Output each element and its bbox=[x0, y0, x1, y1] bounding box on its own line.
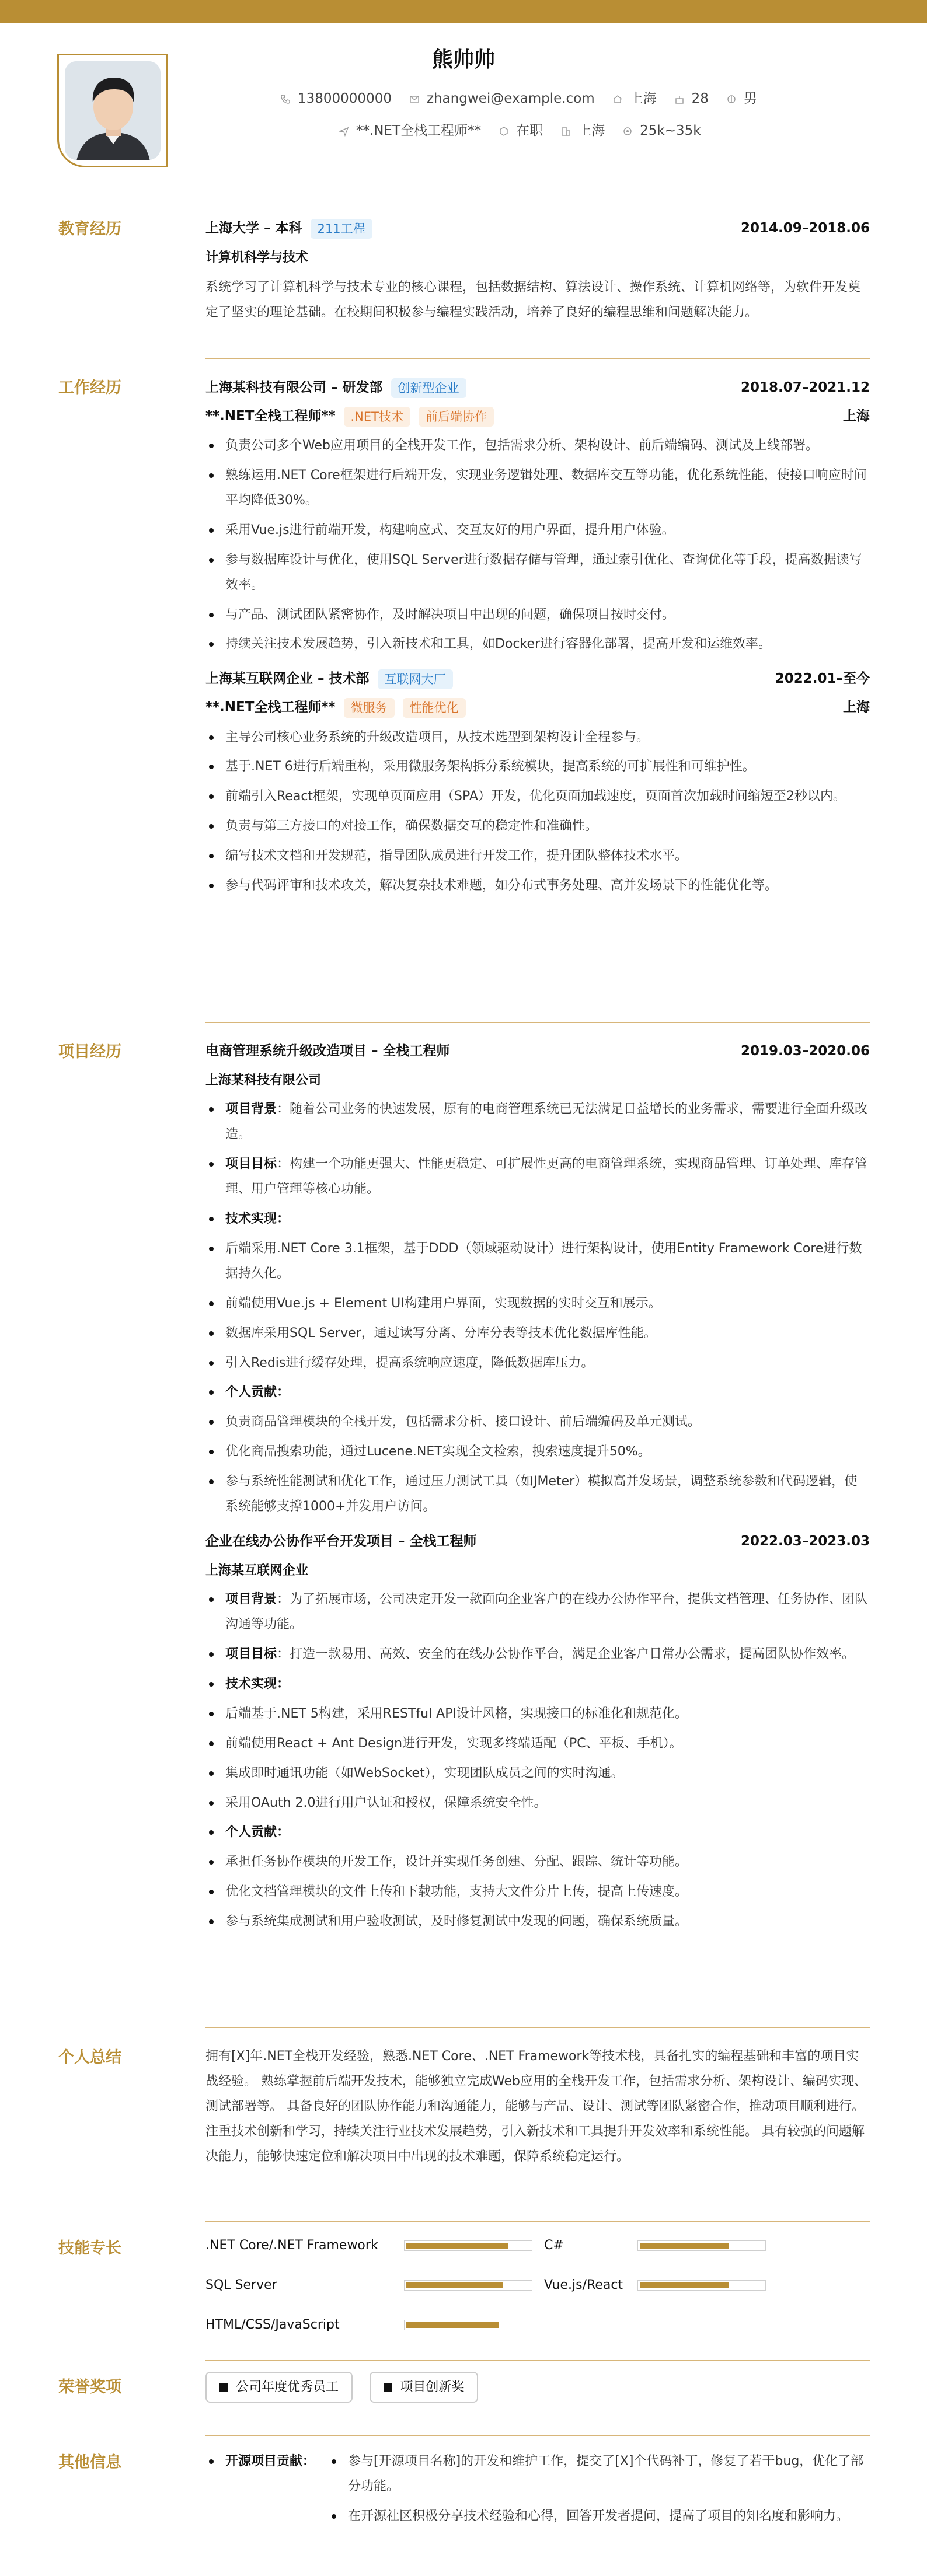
list-item: 参与系统集成测试和用户验收测试，及时修复测试中发现的问题，确保系统质量。 bbox=[205, 1910, 870, 1935]
summary-label: 个人总结 bbox=[58, 2048, 121, 2067]
divider bbox=[205, 358, 870, 359]
list-item: 与产品、测试团队紧密协作，及时解决项目中出现的问题，确保项目按时交付。 bbox=[205, 603, 870, 628]
skill-bar bbox=[637, 2240, 766, 2251]
skill-bar bbox=[404, 2280, 532, 2291]
role-tag: .NET技术 bbox=[344, 407, 410, 427]
list-item: 引入Redis进行缓存处理，提高系统响应速度，降低数据库压力。 bbox=[205, 1351, 870, 1376]
list-item: 参与代码评审和技术攻关，解决复杂技术难题，如分布式事务处理、高并发场景下的性能优化等。 bbox=[205, 874, 870, 899]
list-item: 持续关注技术发展趋势，引入新技术和工具，如Docker进行容器化部署，提高开发和运维效率。 bbox=[205, 632, 870, 657]
bullet-text: ：构建一个功能更强大、性能更稳定、可扩展性更高的电商管理系统，实现商品管理、订单处理、库存管理、用户管理等核心功能。 bbox=[225, 1157, 868, 1197]
summary-section bbox=[205, 2044, 870, 2169]
bullet-label: 项目目标 bbox=[225, 1647, 277, 1662]
education-desc: 系统学习了计算机科学与技术专业的核心课程，包括数据结构、算法设计、操作系统、计算机网络等，为软件开发奠定了坚实的理论基础。在校期间积极参与编程实践活动，培养了良好的编程思维和问题解决能力。 bbox=[205, 280, 861, 320]
list-item: 前端使用React + Ant Design进行开发，实现多终端适配（PC、平板、手机）。 bbox=[205, 1732, 870, 1757]
divider bbox=[205, 2435, 870, 2436]
send-icon bbox=[339, 126, 349, 137]
list-item bbox=[205, 1587, 870, 1638]
list-item: 承担任务协作模块的开发工作，设计并实现任务创建、分配、跟踪、统计等功能。 bbox=[205, 1850, 870, 1875]
list-item: 参与系统性能测试和优化工作，通过压力测试工具（如JMeter）模拟高并发场景，调整系统参数和代码逻辑，使系统能够支撑1000+并发用户访问。 bbox=[205, 1469, 870, 1520]
project-item bbox=[205, 1530, 870, 1935]
email-item bbox=[409, 88, 595, 110]
work-section bbox=[205, 376, 870, 903]
skill-fill bbox=[406, 2322, 499, 2328]
honors-label: 荣誉奖项 bbox=[58, 2378, 121, 2396]
skill-name: HTML/CSS/JavaScript bbox=[205, 2317, 340, 2333]
phone-icon bbox=[280, 94, 291, 104]
work-city: 上海 bbox=[843, 700, 870, 715]
divider bbox=[205, 2221, 870, 2222]
home-icon bbox=[612, 94, 623, 104]
work-date: 2018.07–2021.12 bbox=[740, 380, 870, 395]
projects-section bbox=[205, 1040, 870, 1939]
skill-item bbox=[205, 2234, 544, 2257]
skill-item bbox=[205, 2313, 544, 2337]
skill-bar bbox=[404, 2320, 532, 2330]
skill-bar bbox=[637, 2280, 766, 2291]
job-title-text: **.NET全栈工程师** bbox=[356, 123, 482, 138]
skill-fill bbox=[406, 2282, 503, 2288]
major: 计算机科学与技术 bbox=[205, 250, 309, 266]
phone-text: 13800000000 bbox=[298, 91, 392, 106]
divider bbox=[205, 2360, 870, 2361]
job-row bbox=[339, 120, 852, 142]
honor-badge bbox=[370, 2372, 478, 2403]
skill-fill bbox=[406, 2243, 508, 2249]
list-item: 在开源社区积极分享技术经验和心得，回答开发者提问，提高了项目的知名度和影响力。 bbox=[328, 2504, 870, 2529]
building-icon bbox=[560, 126, 571, 137]
list-item: 集成即时通讯功能（如WebSocket），实现团队成员之间的实时沟通。 bbox=[205, 1761, 870, 1786]
role-tag: 性能优化 bbox=[403, 698, 466, 718]
phone-item bbox=[280, 88, 392, 110]
list-item: 参与数据库设计与优化，使用SQL Server进行数据存储与管理，通过索引优化、查询优化等手段，提高数据读写效率。 bbox=[205, 548, 870, 598]
work-label: 工作经历 bbox=[58, 379, 121, 397]
projects-label: 项目经历 bbox=[58, 1043, 121, 1061]
honor-text: 项目创新奖 bbox=[400, 2380, 465, 2395]
company-tag: 创新型企业 bbox=[391, 378, 466, 398]
list-heading: 个人贡献： bbox=[205, 1820, 870, 1845]
target-city-item bbox=[560, 120, 605, 142]
list-item: 负责公司多个Web应用项目的全栈开发工作，包括需求分析、架构设计、前后端编码、测试及上线部署。 bbox=[205, 434, 870, 459]
status-text: 在职 bbox=[516, 123, 543, 138]
work-role: **.NET全栈工程师** bbox=[205, 409, 336, 424]
list-item bbox=[205, 1152, 870, 1202]
list-item: 后端基于.NET 5构建，采用RESTful API设计风格，实现接口的标准化和规范化。 bbox=[205, 1702, 870, 1727]
work-company: 上海某科技有限公司 – 研发部 bbox=[205, 380, 383, 395]
list-heading: 技术实现： bbox=[205, 1672, 870, 1697]
list-item: 负责与第三方接口的对接工作，确保数据交互的稳定性和准确性。 bbox=[205, 814, 870, 839]
cake-icon bbox=[674, 94, 685, 104]
target-city-text: 上海 bbox=[578, 123, 605, 138]
bullet-text: ：打造一款易用、高效、安全的在线办公协作平台，满足企业客户日常办公需求，提高团队协作效率。 bbox=[277, 1647, 855, 1662]
work-city: 上海 bbox=[843, 409, 870, 424]
list-item: 优化商品搜索功能，通过Lucene.NET实现全文检索，搜索速度提升50%。 bbox=[205, 1440, 870, 1465]
role-tag: 前后端协作 bbox=[419, 407, 494, 427]
honor-badge bbox=[205, 2372, 353, 2403]
status-item bbox=[499, 120, 543, 142]
project-company: 上海某互联网企业 bbox=[205, 1563, 309, 1578]
salary-item bbox=[622, 120, 701, 142]
bullet-label: 项目背景 bbox=[225, 1592, 277, 1607]
role-tag: 微服务 bbox=[344, 698, 395, 718]
list-item: 基于.NET 6进行后端重构，采用微服务架构拆分系统模块，提高系统的可扩展性和可维护性。 bbox=[205, 755, 870, 780]
honor-text: 公司年度优秀员工 bbox=[236, 2380, 339, 2395]
work-company: 上海某互联网企业 – 技术部 bbox=[205, 671, 370, 687]
target-icon bbox=[622, 126, 633, 137]
divider bbox=[205, 2027, 870, 2028]
gender-item bbox=[726, 88, 757, 110]
company-tag: 互联网大厂 bbox=[378, 669, 453, 689]
list-item: 优化文档管理模块的文件上传和下载功能，支持大文件分片上传，提高上传速度。 bbox=[205, 1880, 870, 1905]
skills-label: 技能专长 bbox=[58, 2239, 121, 2257]
work-role: **.NET全栈工程师** bbox=[205, 700, 336, 715]
list-item bbox=[205, 1097, 870, 1147]
square-icon bbox=[219, 2383, 228, 2392]
divider bbox=[205, 1022, 870, 1023]
list-item: 前端使用Vue.js + Element UI构建用户界面，实现数据的实时交互和展示。 bbox=[205, 1292, 870, 1317]
bullet-label: 项目目标 bbox=[225, 1157, 277, 1172]
work-item bbox=[205, 668, 870, 899]
project-title: 企业在线办公协作平台开发项目 – 全栈工程师 bbox=[205, 1533, 477, 1549]
salary-text: 25k~35k bbox=[640, 123, 701, 138]
email-text: zhangwei@example.com bbox=[426, 91, 595, 106]
project-date: 2022.03–2023.03 bbox=[740, 1533, 870, 1549]
skill-item bbox=[544, 2234, 836, 2257]
list-item: 前端引入React框架，实现单页面应用（SPA）开发，优化页面加载速度，页面首次加载时间缩短至2秒以内。 bbox=[205, 784, 870, 809]
city-item bbox=[612, 88, 657, 110]
list-item: 熟练运用.NET Core框架进行后端开发，实现业务逻辑处理、数据库交互等功能，优化系统性能，使接口响应时间平均降低30%。 bbox=[205, 463, 870, 514]
school-name: 上海大学 – 本科 bbox=[205, 221, 302, 236]
project-title: 电商管理系统升级改造项目 – 全栈工程师 bbox=[205, 1043, 450, 1059]
list-item: 负责商品管理模块的全栈开发，包括需求分析、接口设计、前后端编码及单元测试。 bbox=[205, 1410, 870, 1435]
list-item: 采用Vue.js进行前端开发，构建响应式、交互友好的用户界面，提升用户体验。 bbox=[205, 518, 870, 543]
skill-name: SQL Server bbox=[205, 2278, 277, 2293]
project-item bbox=[205, 1040, 870, 1520]
skill-name: C# bbox=[544, 2238, 564, 2253]
education-section bbox=[205, 217, 870, 326]
list-item: 主导公司核心业务系统的升级改造项目，从技术选型到架构设计全程参与。 bbox=[205, 725, 870, 751]
gender-text: 男 bbox=[743, 91, 757, 106]
top-accent-bar bbox=[0, 0, 927, 23]
contact-row bbox=[280, 88, 794, 110]
other-section bbox=[205, 2449, 870, 2534]
list-item bbox=[205, 1642, 870, 1667]
hexagon-icon bbox=[499, 126, 509, 137]
age-text: 28 bbox=[691, 91, 709, 106]
list-item: 编写技术文档和开发规范，指导团队成员进行开发工作，提升团队整体技术水平。 bbox=[205, 844, 870, 869]
list-heading: 技术实现： bbox=[205, 1207, 870, 1232]
skill-item bbox=[205, 2274, 544, 2297]
bullet-text: ：为了拓展市场，公司决定开发一款面向企业客户的在线办公协作平台，提供文档管理、任务协作、团队沟通等功能。 bbox=[225, 1592, 868, 1632]
list-item: 数据库采用SQL Server，通过读写分离、分库分表等技术优化数据库性能。 bbox=[205, 1321, 870, 1346]
candidate-name: 熊帅帅 bbox=[431, 48, 495, 72]
school-tag: 211工程 bbox=[311, 219, 372, 239]
skill-fill bbox=[640, 2243, 729, 2249]
skill-bar bbox=[404, 2240, 532, 2251]
other-item-label: 开源项目贡献： bbox=[205, 2449, 328, 2474]
age-item bbox=[674, 88, 709, 110]
skills-section bbox=[205, 2234, 870, 2337]
education-label: 教育经历 bbox=[58, 220, 121, 238]
list-item: 参与[开源项目名称]的开发和维护工作，提交了[X]个代码补丁，修复了若干bug，优化了部分功能。 bbox=[328, 2449, 870, 2500]
job-title-item bbox=[339, 120, 481, 142]
bullet-text: ：随着公司业务的快速发展，原有的电商管理系统已无法满足日益增长的业务需求，需要进行全面升级改造。 bbox=[225, 1102, 868, 1142]
project-date: 2019.03–2020.06 bbox=[740, 1043, 870, 1059]
work-date: 2022.01–至今 bbox=[775, 671, 870, 687]
list-item: 采用OAuth 2.0进行用户认证和授权，保障系统安全性。 bbox=[205, 1791, 870, 1816]
square-icon bbox=[384, 2383, 392, 2392]
city-text: 上海 bbox=[629, 91, 657, 106]
skill-name: .NET Core/.NET Framework bbox=[205, 2238, 378, 2253]
other-label: 其他信息 bbox=[58, 2453, 121, 2472]
list-heading: 个人贡献： bbox=[205, 1380, 870, 1405]
gender-icon bbox=[726, 94, 737, 104]
summary-text: 拥有[X]年.NET全栈开发经验，熟悉.NET Core、.NET Framework等技术栈，具备扎实的编程基础和丰富的项目实战经验。 熟练掌握前后端开发技术，能够独立完成Web应用的全栈开发工作，包括需求分析、架构设计、编码实现、测试部署等。 具备良好的团队协作能力和沟通能力，能够与产品、设计、测试等团队紧密合作，推动项目顺利进行。 注重技术创新和学习，持续关注行业技术发展趋势，引入新技术和工具提升开发效率和系统性能。 具有较强的问题解决能力，能够快速定位和解决项目中出现的技术难题，保障系统稳定运行。 bbox=[205, 2049, 867, 2164]
skill-item bbox=[544, 2274, 836, 2297]
work-item bbox=[205, 376, 870, 657]
project-company: 上海某科技有限公司 bbox=[205, 1073, 322, 1088]
skill-fill bbox=[640, 2282, 729, 2288]
skill-name: Vue.js/React bbox=[544, 2278, 623, 2293]
bullet-label: 项目背景 bbox=[225, 1102, 277, 1117]
mail-icon bbox=[409, 94, 420, 104]
list-item: 后端采用.NET Core 3.1框架，基于DDD（领域驱动设计）进行架构设计，使用Entity Framework Core进行数据持久化。 bbox=[205, 1237, 870, 1287]
honors-section bbox=[205, 2372, 870, 2403]
education-date: 2014.09–2018.06 bbox=[740, 221, 870, 236]
